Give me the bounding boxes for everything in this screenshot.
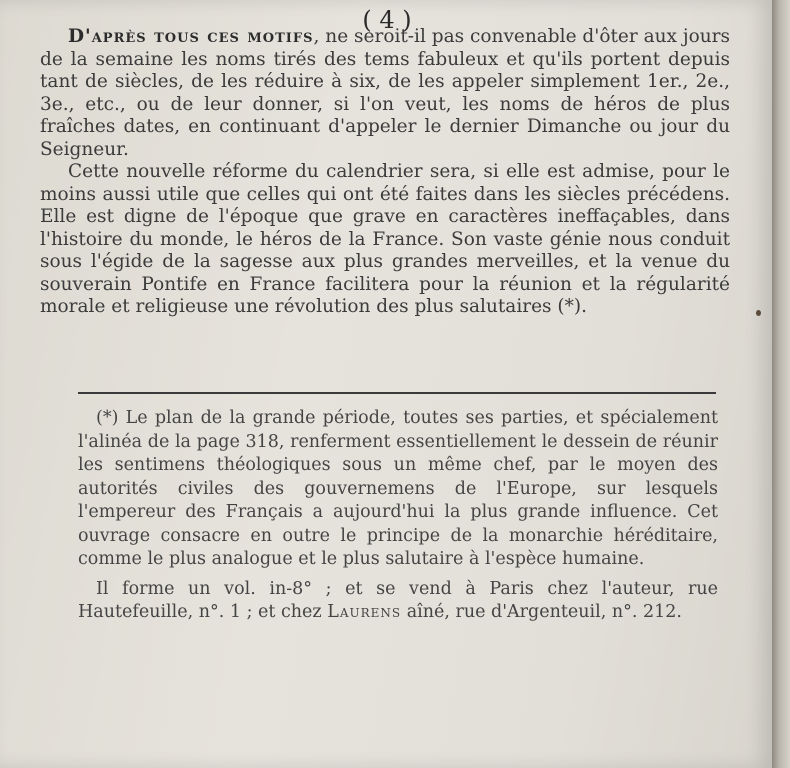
ink-stain: [756, 310, 761, 316]
footnote: (*) Le plan de la grande période, toutes ses parties, et spécialement l'alinéa de la page 318, renferment essentiellement le dessein de réunir les sentimens théologiques sous un même chef, par le moyen des autorités civiles des gouvernemens de l'Europe, sur lesquels l'empereur des Français a aujourd'hui la plus grande influence. Cet ouvrage consacre en outre le principe de la monarchie héréditaire, comme le plus analogue et le plus salutaire à l'espèce humaine.: [78, 408, 718, 569]
footnote-separator: [78, 392, 716, 394]
publisher-name: Laurens: [327, 602, 402, 622]
publisher-note-before: Il forme un vol. in-8° ; et se vend à Paris chez l'auteur, rue Hautefeuille, n°. 1 ; et chez: [78, 578, 718, 622]
paragraph-1-lead: D'après tous ces motifs: [68, 26, 314, 47]
page-edge: [772, 0, 790, 768]
paragraph-1-text: , ne seroit-il pas convenable d'ôter aux jours de la semaine les noms tirés des tems fabuleux et qu'ils portent depuis tant de siècles, de les réduire à six, de les appeler simplement 1er., 2e., 3e., etc., ou de leur donner, si l'on veut, les noms de héros de plus fraîches dates, en continuant d'appeler le dernier Dimanche ou jour du Seigneur.: [40, 26, 730, 160]
publisher-note-after: aîné, rue d'Argenteuil, n°. 212.: [401, 602, 682, 622]
paragraph-1: [40, 26, 730, 161]
main-text: [40, 26, 730, 319]
paragraph-2: Cette nouvelle réforme du calendrier sera, si elle est admise, pour le moins aussi utile que celles qui ont été faites dans les siècles précédens. Elle est digne de l'époque que grave en caractères ineffaçables, dans l'histoire du monde, le héros de la France. Son vaste génie nous conduit sous l'égide de la sagesse aux plus grandes merveilles, et la venue du souverain Pontife en France facilitera pour la réunion et la régularité morale et religieuse une révolution des plus salutaires (*).: [40, 161, 730, 317]
publisher-note: [78, 578, 718, 625]
page-number: ( 4 ): [362, 6, 412, 34]
footnote-block: [78, 407, 718, 631]
